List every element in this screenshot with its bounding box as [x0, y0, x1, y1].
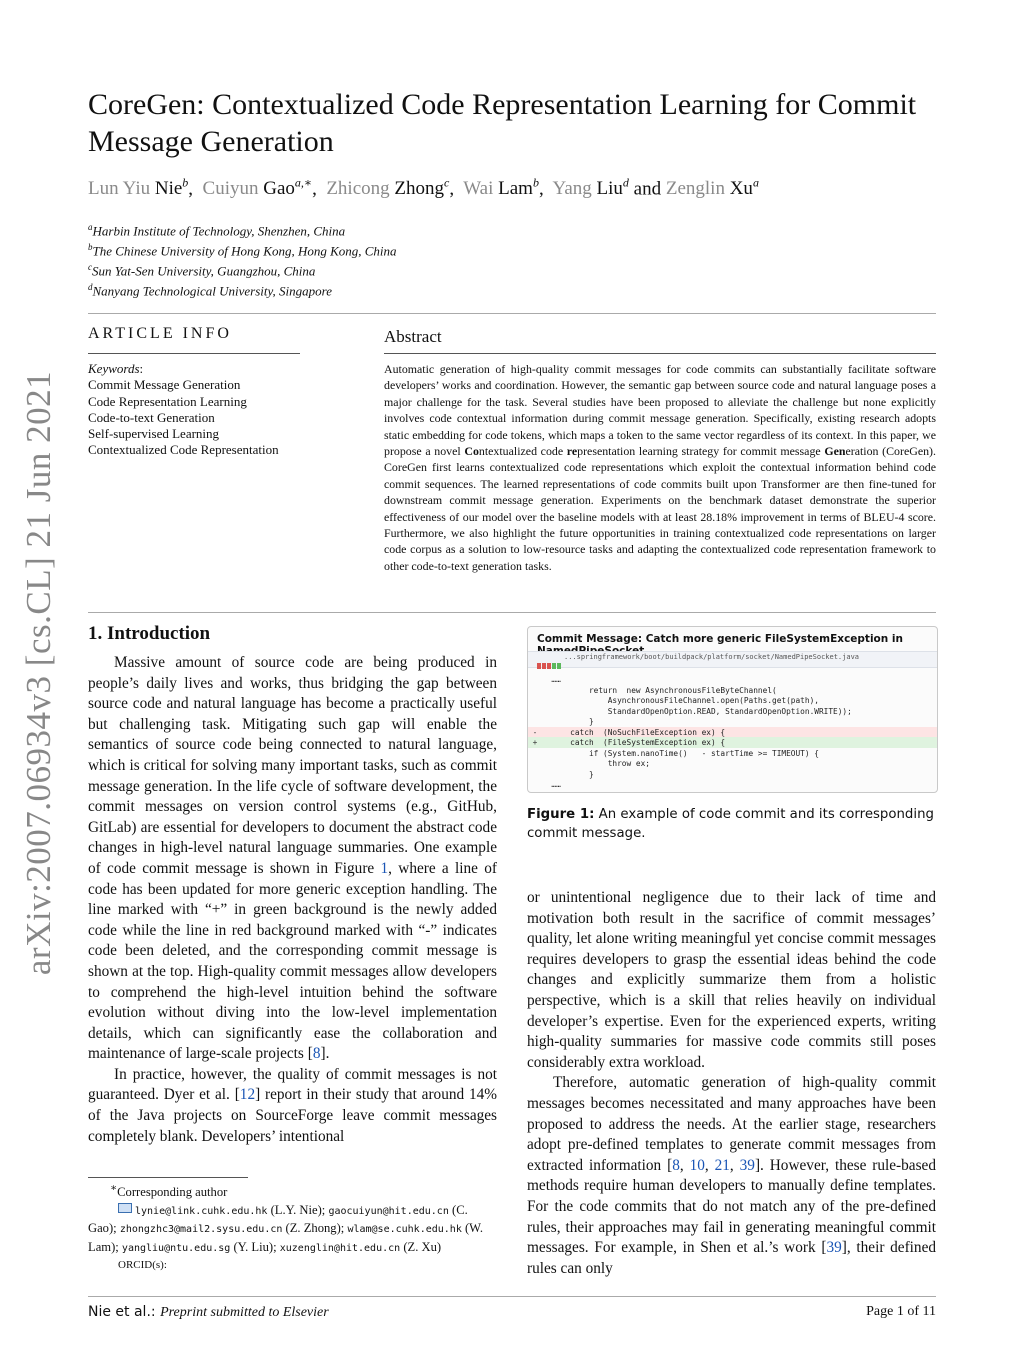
author-emails: lynie@link.cuhk.edu.hk (L.Y. Nie); gaocuiyun@hit.edu.cn (C. Gao); zhongzhc3@mail2.sysu.edu.cn (Z. Zhong); wlam@se.cuhk.edu.hk (W. Lam); yangliu@ntu.edu.sg (Y. Liu); xuzenglin@hit.edu.cn (Z. Xu) — [88, 1202, 484, 1254]
arxiv-stamp — [4, 370, 74, 976]
code-text: catch (NoSuchFileException ex) { — [542, 727, 726, 737]
author-joiner: and — [633, 178, 662, 200]
corresponding-author-note: ∗Corresponding author — [110, 1183, 228, 1200]
diffstat-square — [552, 663, 556, 669]
paragraph: In practice, however, the quality of commit messages is not guaranteed. Dyer et al. [12] report in their study that around 14% of the Java projects on SourceForge leave commit messages completely blank. Developers’ intentional — [88, 1065, 498, 1145]
code-text: AsynchronousFileChannel.open(Paths.get(path), — [542, 696, 819, 705]
orcid-label: ORCID(s): — [118, 1259, 167, 1272]
page-number: Page 1 of 11 — [866, 1304, 936, 1319]
divider — [384, 353, 936, 354]
citation-link[interactable]: 8 — [672, 1156, 680, 1174]
author: Zhicong Zhong$^c$ — [326, 176, 450, 200]
author: Yang Liu$^d$ — [552, 176, 629, 200]
figure-commit-diff — [527, 626, 938, 793]
diffstat-square — [557, 663, 561, 669]
divider — [88, 313, 936, 314]
email-link[interactable]: lynie@link.cuhk.edu.hk — [135, 1205, 268, 1217]
code-line — [528, 758, 937, 769]
code-line — [528, 685, 937, 696]
abstract-text: Automatic generation of high-quality commit messages for code commits can substantially facilitate software developers’ works and coordination. However, the semantic gap between source code and natural language poses a major challenge for the task. Several studies have been proposed to alleviate the challenge but none explicitly involves code contextual information during commit message generation. Specifically, existing research adopts static embedding for code tokens, which maps a token to the same vector regardless of its context. In this paper, we propose a novel Contextualized code representation learning strategy for commit message Generation (CoreGen). CoreGen first learns contextualized code representations which exploit the contextual information behind code commit sequences. The learned representations of code commits built upon Transformer are then fine-tuned for downstream commit message generation. Experiments on the benchmark dataset demonstrate the superior effectiveness of our model over the baseline models with at least 28.18% improvement in terms of BLEU-4 score. Furthermore, we also highlight the future opportunities in training contextualized code representations on larger code corpus as a solution to low-resource tasks and adapting the contextualized code representation framework to other code-to-text generation tasks. — [384, 362, 936, 573]
diffstat-square — [542, 663, 546, 669]
divider — [88, 353, 300, 354]
code-text: throw ex; — [542, 759, 650, 768]
footer-divider — [88, 1296, 936, 1297]
intro-left-column — [88, 653, 497, 1147]
keyword: Commit Message Generation — [88, 377, 241, 393]
citation-link[interactable]: 21 — [714, 1156, 730, 1174]
footer-left: Nie et al.: Preprint submitted to Elsevier — [88, 1304, 329, 1320]
figure-caption: Figure 1: An example of code commit and its corresponding commit message. — [527, 807, 934, 841]
file-path-bar — [528, 651, 937, 668]
author: Lun Yiu Nie$^b$ — [88, 176, 189, 200]
code-line — [528, 674, 937, 685]
author: Cuiyun Gao$^{a,∗}$ — [202, 176, 313, 200]
keywords-block — [88, 361, 318, 459]
affiliation: $^a$Harbin Institute of Technology, Shenzhen, China — [88, 222, 346, 239]
intro-right-column — [527, 888, 936, 1279]
code-line — [528, 769, 937, 780]
code-text: } — [542, 769, 594, 779]
code-text: if (System.nanoTime() - startTime >= TIMEOUT) { — [542, 748, 819, 758]
code-text: return new AsynchronousFileByteChannel( — [542, 685, 777, 695]
paragraph: Therefore, automatic generation of high-quality commit messages becomes necessitated and many approaches have been proposed to address the needs. At the earlier stage, researchers adopt pre-defined templates to generate commit messages from extracted information [8, 10, 21, 39]. However, these rule-based methods require human developers to manually define templates. For the code commits that do not match any of the pre-defined rules, their approaches may fail in generating meaningful commit messages. For example, in Shen et al.’s work [39], their defined rules can only — [527, 1074, 937, 1277]
code-text: …… — [542, 780, 561, 789]
diffstat-square — [537, 663, 541, 669]
citation-link[interactable]: 10 — [689, 1156, 705, 1174]
diff-marker: + — [532, 738, 538, 747]
code-text: …… — [542, 675, 561, 684]
keywords-label: Keywords: — [88, 361, 144, 376]
affiliation: $^c$Sun Yat-Sen University, Guangzhou, China — [88, 262, 316, 279]
email-link[interactable]: wlam@se.cuhk.edu.hk — [347, 1224, 462, 1236]
divider — [88, 612, 936, 613]
paragraph: Massive amount of source code are being produced in people’s daily lives and works, thus bridging the gap between source code and natural language has become a practically useful but challenging task. Mitigating such gap will enable the semantics of source code being connected to natural language, which is critical for solving many important tasks, such as commit message generation. In the life cycle of software development, the commit messages on version control systems (e.g., GitHub, GitLab) are essential for developers to document the abstract code changes in high-level natural language summaries. One example of code commit message is shown in Figure 1, where a line of code has been updated for more generic exception handling. The line marked with “+” in green background is the newly added code while the line in red background marked with “-” indicates code been deleted, and the corresponding commit message is shown at the top. High-quality commit messages allow developers to comprehend the high-level intuition behind the software evolution without diving into the low-level implementation details, which can significantly ease the collaboration and maintenance of large-scale projects [8]. — [88, 654, 497, 1063]
diffstat-square — [547, 663, 551, 669]
author-list: Lun Yiu Nie$^b$, Cuiyun Gao$^{a,∗}$, Zhicong Zhong$^c$, Wai Lam$^b$, Yang Liu$^d$ and Zenglin Xu$^a$ — [88, 176, 759, 200]
footnote — [88, 1180, 497, 1275]
affiliation: $^b$The Chinese University of Hong Kong, Hong Kong, China — [88, 242, 397, 259]
email-link[interactable]: yangliu@ntu.edu.sg — [121, 1242, 231, 1254]
citation-link[interactable]: 39 — [739, 1156, 755, 1174]
email-link[interactable]: xuzenglin@hit.edu.cn — [279, 1242, 401, 1254]
affiliation: $^d$Nanyang Technological University, Singapore — [88, 282, 333, 299]
abstract-heading: Abstract — [384, 327, 442, 346]
code-line — [528, 706, 937, 717]
email-link[interactable]: gaocuiyun@hit.edu.cn — [328, 1205, 449, 1217]
code-line-added — [528, 737, 937, 748]
code-text: StandardOpenOption.READ, StandardOpenOption.WRITE)); — [542, 706, 852, 716]
file-path: ...springframework/boot/buildpack/platform/socket/NamedPipeSocket.java — [564, 653, 860, 661]
diffstat-bar — [537, 656, 562, 674]
code-text: catch (FileSystemException ex) { — [542, 738, 726, 747]
code-line-deleted — [528, 727, 937, 738]
section-heading-introduction: 1. Introduction — [88, 623, 211, 644]
citation-link[interactable]: 39 — [826, 1239, 842, 1257]
keyword: Code-to-text Generation — [88, 409, 215, 425]
code-text: } — [542, 717, 594, 726]
keyword: Code Representation Learning — [88, 393, 247, 409]
paper-title: CoreGen: Contextualized Code Representation Learning for Commit Message Generation — [88, 88, 917, 158]
code-line — [528, 748, 937, 759]
code-line — [528, 779, 937, 790]
paragraph: or unintentional negligence due to their lack of time and motivation both result in the sacrifice of commit messages’ quality, let alone writing meaningful yet concise commit messages requires developers to grasp the essential ideas behind the code changes and explicitly summarize them from a holistic perspective, which is a skill that relies heavily on individual developer’s expertise. Even for the experienced experts, writing high-quality summaries for massive code commits still poses considerably extra workload. — [527, 889, 936, 1071]
citation-link[interactable]: 12 — [239, 1086, 256, 1104]
article-info-heading: ARTICLE INFO — [88, 325, 232, 342]
arxiv-stamp-text: arXiv:2007.06934v3 [cs.CL] 21 Jun 2021 — [19, 370, 58, 976]
email-link[interactable]: zhongzhc3@mail2.sysu.edu.cn — [119, 1224, 283, 1236]
code-line — [528, 716, 937, 727]
figure-link[interactable]: 1 — [380, 859, 389, 877]
commit-message-title: Commit Message: Catch more generic FileSystemException in — [537, 633, 903, 645]
keyword: Self-supervised Learning — [88, 426, 220, 442]
code-line — [528, 695, 937, 706]
diff-marker: - — [532, 727, 538, 737]
footnote-divider — [88, 1177, 248, 1178]
email-icon — [118, 1203, 132, 1213]
citation-link[interactable]: 8 — [312, 1045, 321, 1063]
author: Wai Lam$^b$ — [463, 176, 539, 200]
author: Zenglin Xu$^a$ — [665, 176, 759, 200]
keyword: Contextualized Code Representation — [88, 442, 279, 458]
